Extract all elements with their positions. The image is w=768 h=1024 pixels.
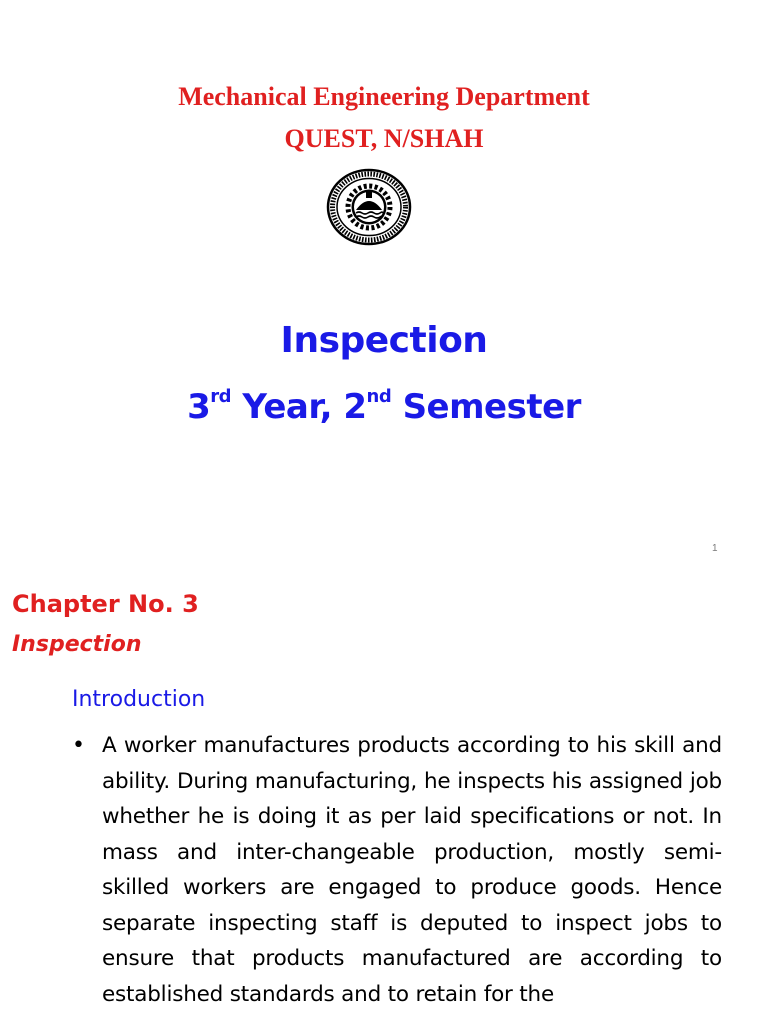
slide-title: Inspection (280, 320, 488, 361)
year-text: Year, 2 (231, 387, 367, 427)
university-seal-icon (326, 168, 412, 246)
chapter-subtitle: Inspection (12, 632, 142, 657)
bullet-icon: • (72, 733, 85, 758)
bullet-text: A worker manufactures products according to his skill and ability. During manufacturing, he inspects his assigned job whether he is doing it as per laid specifications or not. In mass and inter-changeable production, mostly semi-skilled workers are engaged to produce goods. Hence separate inspecting staff is deputed to inspect jobs to ensure that products manufactured are according to established standards and to retain for the (102, 733, 722, 1007)
list-item (72, 728, 722, 1012)
chapter-heading: Chapter No. 3 (12, 590, 199, 618)
semester-ordinal-suffix: nd (366, 386, 392, 407)
slide-subtitle (0, 386, 768, 427)
institution-name: QUEST, N/SHAH (284, 124, 484, 153)
year-ordinal-suffix: rd (210, 386, 231, 407)
page-number: 1 (712, 543, 718, 554)
department-name: Mechanical Engineering Department (178, 82, 590, 111)
semester-text: Semester (391, 387, 581, 427)
year-number: 3 (187, 387, 211, 427)
section-heading: Introduction (72, 687, 206, 712)
